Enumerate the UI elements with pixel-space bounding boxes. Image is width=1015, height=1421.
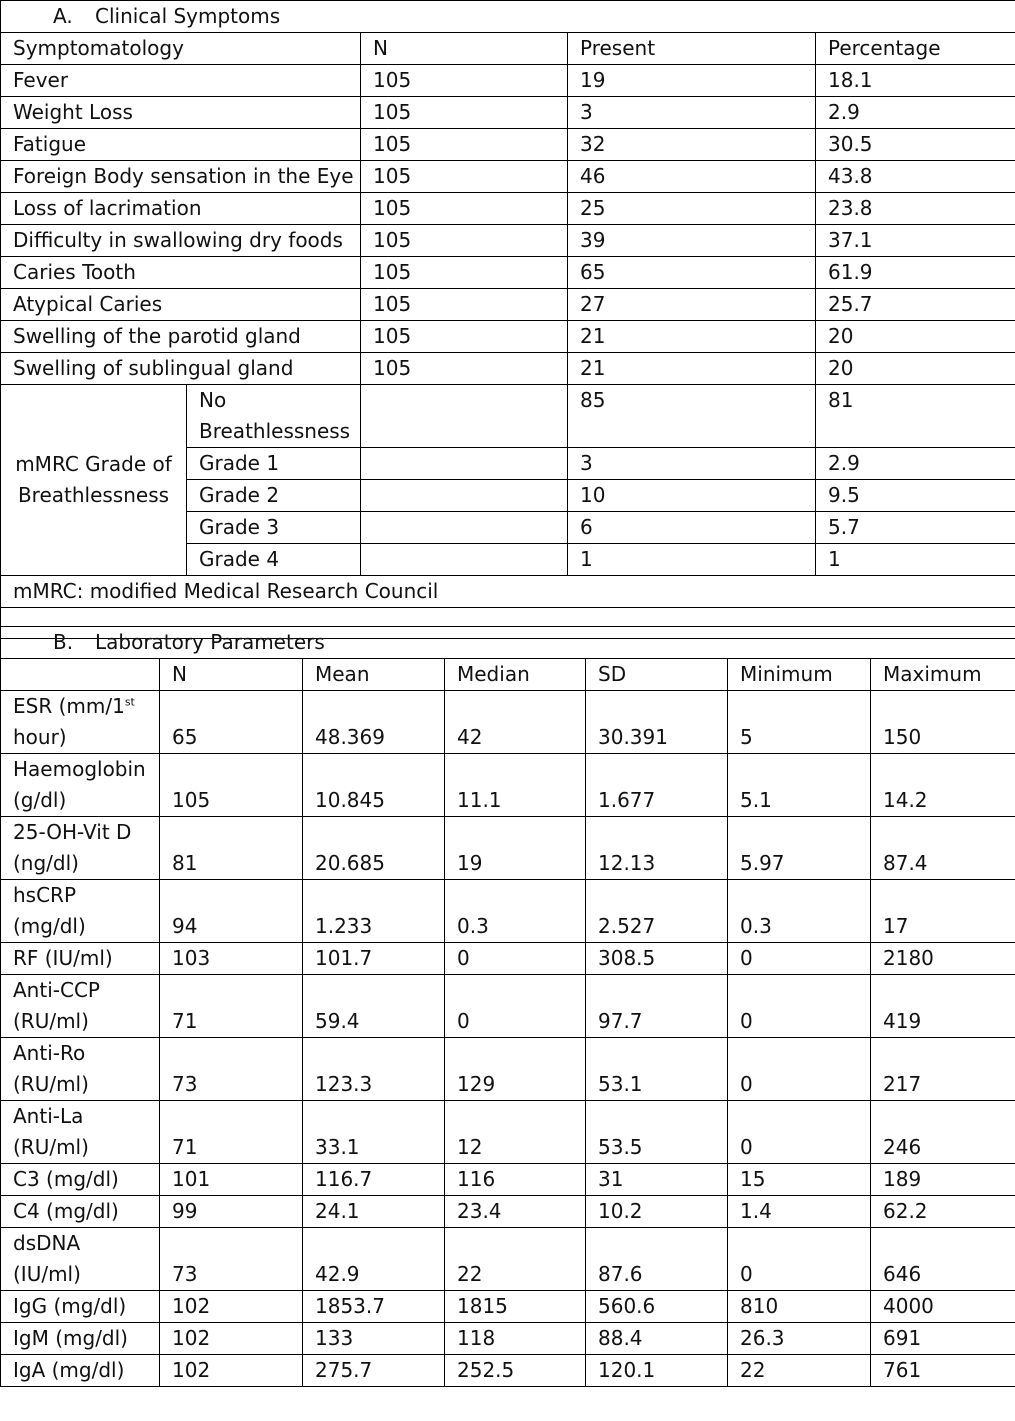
mmrc-n (361, 385, 568, 448)
section-b-title-text: Laboratory Parameters (95, 630, 325, 654)
lab-sd-cell: 12.13 (586, 817, 728, 880)
header-sd: SD (586, 659, 728, 691)
lab-n-cell: 94 (160, 880, 303, 943)
lab-n-cell: 102 (160, 1291, 303, 1323)
lab-n-cell: 81 (160, 817, 303, 880)
lab-sd-cell: 97.7 (586, 975, 728, 1038)
lab-parameter-unit: (mg/dl) (13, 914, 86, 938)
header-n: N (160, 659, 303, 691)
symptom-pct: 18.1 (816, 65, 1015, 97)
lab-max-cell: 246 (871, 1101, 1015, 1164)
lab-max-cell: 217 (871, 1038, 1015, 1101)
symptom-present: 21 (568, 321, 816, 353)
lab-max-cell: 150 (871, 691, 1015, 754)
lab-parameter-name: Anti-La (13, 1104, 84, 1128)
table-row (1, 1355, 1015, 1387)
lab-max-cell: 4000 (871, 1291, 1015, 1323)
mmrc-present: 3 (568, 448, 816, 480)
lab-min-cell: 5.1 (728, 754, 871, 817)
lab-median-cell: 12 (445, 1101, 586, 1164)
symptom-label: Swelling of the parotid gland (1, 321, 361, 353)
section-b-title (1, 627, 1015, 659)
lab-parameter-label: IgM (mg/dl) (1, 1323, 160, 1355)
symptom-n: 105 (361, 65, 568, 97)
symptom-pct: 30.5 (816, 129, 1015, 161)
symptom-label: Weight Loss (1, 97, 361, 129)
lab-max-cell: 17 (871, 880, 1015, 943)
lab-min-cell: 22 (728, 1355, 871, 1387)
laboratory-parameters-table (0, 626, 1015, 1387)
lab-sd-cell: 560.6 (586, 1291, 728, 1323)
table-row (1, 1196, 1015, 1228)
lab-parameter-label: IgA (mg/dl) (1, 1355, 160, 1387)
lab-parameter-unit: (ng/dl) (13, 851, 79, 875)
lab-max-cell: 62.2 (871, 1196, 1015, 1228)
lab-parameter-label: C4 (mg/dl) (1, 1196, 160, 1228)
symptom-present: 65 (568, 257, 816, 289)
mmrc-footnote: mMRC: modified Medical Research Council (1, 576, 1015, 608)
lab-max-cell: 2180 (871, 943, 1015, 975)
lab-sd-cell: 53.5 (586, 1101, 728, 1164)
lab-parameter-name: 25-OH-Vit D (13, 820, 132, 844)
lab-median-cell: 11.1 (445, 754, 586, 817)
mmrc-pct: 2.9 (816, 448, 1015, 480)
symptom-label: Loss of lacrimation (1, 193, 361, 225)
mmrc-n (361, 544, 568, 576)
symptom-pct: 43.8 (816, 161, 1015, 193)
table-row (1, 1038, 1015, 1101)
mmrc-grade-label: Grade 4 (187, 544, 361, 576)
table-row (1, 1101, 1015, 1164)
lab-n-cell: 105 (160, 754, 303, 817)
lab-mean-cell: 116.7 (303, 1164, 445, 1196)
lab-mean-cell: 133 (303, 1323, 445, 1355)
lab-parameter-label (1, 1101, 160, 1164)
lab-rows (1, 691, 1015, 1387)
symptom-n: 105 (361, 193, 568, 225)
section-a-title (1, 1, 1015, 33)
table-row (1, 943, 1015, 975)
symptom-label: Difficulty in swallowing dry foods (1, 225, 361, 257)
mmrc-present: 1 (568, 544, 816, 576)
table-row (1, 193, 1015, 225)
lab-median-cell: 19 (445, 817, 586, 880)
lab-parameter-label (1, 880, 160, 943)
lab-parameter-label (1, 817, 160, 880)
mmrc-grade-label: Grade 3 (187, 512, 361, 544)
table-row (1, 754, 1015, 817)
lab-min-cell: 0 (728, 1101, 871, 1164)
lab-min-cell: 26.3 (728, 1323, 871, 1355)
lab-parameter-name: dsDNA (13, 1231, 81, 1255)
symptom-pct: 20 (816, 321, 1015, 353)
footnote-row (1, 576, 1015, 608)
lab-n-cell: 101 (160, 1164, 303, 1196)
lab-sd-cell: 1.677 (586, 754, 728, 817)
symptom-label: Fever (1, 65, 361, 97)
header-mean: Mean (303, 659, 445, 691)
lab-parameter-label (1, 1228, 160, 1291)
symptom-label: Foreign Body sensation in the Eye (1, 161, 361, 193)
lab-median-cell: 116 (445, 1164, 586, 1196)
lab-min-cell: 15 (728, 1164, 871, 1196)
table-row (1, 161, 1015, 193)
lab-min-cell: 0 (728, 943, 871, 975)
symptom-present: 19 (568, 65, 816, 97)
section-a-title-row (1, 1, 1015, 33)
lab-parameter-name: Anti-Ro (13, 1041, 86, 1065)
header-symptomatology: Symptomatology (1, 33, 361, 65)
section-b-number: B. (53, 630, 74, 654)
symptom-present: 21 (568, 353, 816, 385)
lab-min-cell: 5 (728, 691, 871, 754)
mmrc-pct: 81 (816, 385, 1015, 448)
lab-mean-cell: 33.1 (303, 1101, 445, 1164)
lab-median-cell: 22 (445, 1228, 586, 1291)
table-row (1, 975, 1015, 1038)
symptom-label: Caries Tooth (1, 257, 361, 289)
mmrc-pct: 5.7 (816, 512, 1015, 544)
lab-median-cell: 118 (445, 1323, 586, 1355)
lab-parameter-name: ESR (mm/1 (13, 694, 125, 718)
lab-parameter-unit: (IU/ml) (13, 1262, 81, 1286)
header-parameter (1, 659, 160, 691)
lab-mean-cell: 101.7 (303, 943, 445, 975)
mmrc-pct: 1 (816, 544, 1015, 576)
symptom-pct: 25.7 (816, 289, 1015, 321)
header-present: Present (568, 33, 816, 65)
table-row (1, 1228, 1015, 1291)
table-row (1, 97, 1015, 129)
section-a-number: A. (53, 4, 73, 28)
lab-n-cell: 71 (160, 1101, 303, 1164)
section-b-title-row (1, 627, 1015, 659)
mmrc-pct: 9.5 (816, 480, 1015, 512)
symptom-present: 39 (568, 225, 816, 257)
lab-parameter-name: Anti-CCP (13, 978, 100, 1002)
lab-n-cell: 73 (160, 1228, 303, 1291)
lab-parameter-unit: (RU/ml) (13, 1135, 89, 1159)
table-row (1, 321, 1015, 353)
lab-max-cell: 646 (871, 1228, 1015, 1291)
lab-sd-cell: 308.5 (586, 943, 728, 975)
lab-n-cell: 65 (160, 691, 303, 754)
lab-min-cell: 1.4 (728, 1196, 871, 1228)
lab-n-cell: 99 (160, 1196, 303, 1228)
lab-parameter-unit: hour) (13, 725, 67, 749)
lab-parameter-superscript: st (124, 695, 135, 709)
lab-parameter-label: IgG (mg/dl) (1, 1291, 160, 1323)
lab-sd-cell: 2.527 (586, 880, 728, 943)
symptom-pct: 2.9 (816, 97, 1015, 129)
lab-parameter-label (1, 1038, 160, 1101)
table-row (1, 1164, 1015, 1196)
lab-mean-cell: 123.3 (303, 1038, 445, 1101)
lab-min-cell: 0 (728, 1228, 871, 1291)
table-row (1, 257, 1015, 289)
header-percentage: Percentage (816, 33, 1015, 65)
symptom-present: 46 (568, 161, 816, 193)
lab-parameter-name: hsCRP (13, 883, 77, 907)
mmrc-present: 10 (568, 480, 816, 512)
header-median: Median (445, 659, 586, 691)
symptom-n: 105 (361, 97, 568, 129)
lab-median-cell: 23.4 (445, 1196, 586, 1228)
lab-median-cell: 0 (445, 975, 586, 1038)
table-row (1, 691, 1015, 754)
lab-n-cell: 73 (160, 1038, 303, 1101)
mmrc-row (1, 385, 1015, 448)
section-b-header-row (1, 659, 1015, 691)
lab-parameter-unit: (RU/ml) (13, 1072, 89, 1096)
lab-min-cell: 810 (728, 1291, 871, 1323)
symptom-pct: 37.1 (816, 225, 1015, 257)
lab-max-cell: 761 (871, 1355, 1015, 1387)
lab-mean-cell: 10.845 (303, 754, 445, 817)
lab-parameter-name: Haemoglobin (13, 757, 146, 781)
symptom-pct: 23.8 (816, 193, 1015, 225)
header-n: N (361, 33, 568, 65)
lab-mean-cell: 20.685 (303, 817, 445, 880)
lab-mean-cell: 1853.7 (303, 1291, 445, 1323)
lab-parameter-label: C3 (mg/dl) (1, 1164, 160, 1196)
lab-min-cell: 0.3 (728, 880, 871, 943)
table-row (1, 880, 1015, 943)
mmrc-n (361, 480, 568, 512)
table-row (1, 225, 1015, 257)
symptom-label: Atypical Caries (1, 289, 361, 321)
lab-sd-cell: 88.4 (586, 1323, 728, 1355)
mmrc-present: 85 (568, 385, 816, 448)
table-row (1, 817, 1015, 880)
symptom-label: Fatigue (1, 129, 361, 161)
symptom-present: 25 (568, 193, 816, 225)
lab-parameter-unit: (RU/ml) (13, 1009, 89, 1033)
lab-min-cell: 0 (728, 975, 871, 1038)
lab-parameter-unit: (g/dl) (13, 788, 67, 812)
section-a-title-text: Clinical Symptoms (95, 4, 281, 28)
lab-max-cell: 87.4 (871, 817, 1015, 880)
table-row (1, 289, 1015, 321)
symptom-n: 105 (361, 225, 568, 257)
symptom-present: 32 (568, 129, 816, 161)
symptom-n: 105 (361, 257, 568, 289)
lab-sd-cell: 31 (586, 1164, 728, 1196)
lab-max-cell: 419 (871, 975, 1015, 1038)
symptom-n: 105 (361, 321, 568, 353)
lab-parameter-label (1, 754, 160, 817)
lab-parameter-label (1, 975, 160, 1038)
symptom-present: 27 (568, 289, 816, 321)
lab-max-cell: 189 (871, 1164, 1015, 1196)
lab-sd-cell: 10.2 (586, 1196, 728, 1228)
mmrc-group-label: mMRC Grade of Breathlessness (1, 385, 187, 576)
table-row (1, 1323, 1015, 1355)
header-maximum: Maximum (871, 659, 1015, 691)
table-row (1, 1291, 1015, 1323)
lab-median-cell: 252.5 (445, 1355, 586, 1387)
table-row (1, 129, 1015, 161)
lab-mean-cell: 59.4 (303, 975, 445, 1038)
symptom-n: 105 (361, 289, 568, 321)
lab-median-cell: 129 (445, 1038, 586, 1101)
lab-max-cell: 691 (871, 1323, 1015, 1355)
lab-sd-cell: 30.391 (586, 691, 728, 754)
symptom-present: 3 (568, 97, 816, 129)
lab-median-cell: 1815 (445, 1291, 586, 1323)
lab-median-cell: 42 (445, 691, 586, 754)
lab-median-cell: 0.3 (445, 880, 586, 943)
lab-mean-cell: 275.7 (303, 1355, 445, 1387)
lab-n-cell: 71 (160, 975, 303, 1038)
lab-mean-cell: 42.9 (303, 1228, 445, 1291)
mmrc-n (361, 448, 568, 480)
symptom-label: Swelling of sublingual gland (1, 353, 361, 385)
lab-median-cell: 0 (445, 943, 586, 975)
mmrc-grade-label: Grade 1 (187, 448, 361, 480)
symptom-n: 105 (361, 161, 568, 193)
symptom-n: 105 (361, 353, 568, 385)
lab-n-cell: 102 (160, 1355, 303, 1387)
lab-mean-cell: 48.369 (303, 691, 445, 754)
symptom-pct: 61.9 (816, 257, 1015, 289)
lab-min-cell: 5.97 (728, 817, 871, 880)
lab-n-cell: 102 (160, 1323, 303, 1355)
lab-sd-cell: 120.1 (586, 1355, 728, 1387)
lab-n-cell: 103 (160, 943, 303, 975)
section-a-header-row (1, 33, 1015, 65)
symptom-pct: 20 (816, 353, 1015, 385)
mmrc-n (361, 512, 568, 544)
lab-sd-cell: 53.1 (586, 1038, 728, 1101)
symptom-n: 105 (361, 129, 568, 161)
mmrc-present: 6 (568, 512, 816, 544)
lab-min-cell: 0 (728, 1038, 871, 1101)
lab-sd-cell: 87.6 (586, 1228, 728, 1291)
mmrc-grade-label: Grade 2 (187, 480, 361, 512)
header-minimum: Minimum (728, 659, 871, 691)
lab-parameter-label (1, 691, 160, 754)
mmrc-grade-label: No Breathlessness (187, 385, 361, 448)
lab-parameter-label: RF (IU/ml) (1, 943, 160, 975)
lab-mean-cell: 24.1 (303, 1196, 445, 1228)
clinical-symptoms-table (0, 0, 1015, 639)
lab-mean-cell: 1.233 (303, 880, 445, 943)
lab-max-cell: 14.2 (871, 754, 1015, 817)
table-row (1, 65, 1015, 97)
table-row (1, 353, 1015, 385)
